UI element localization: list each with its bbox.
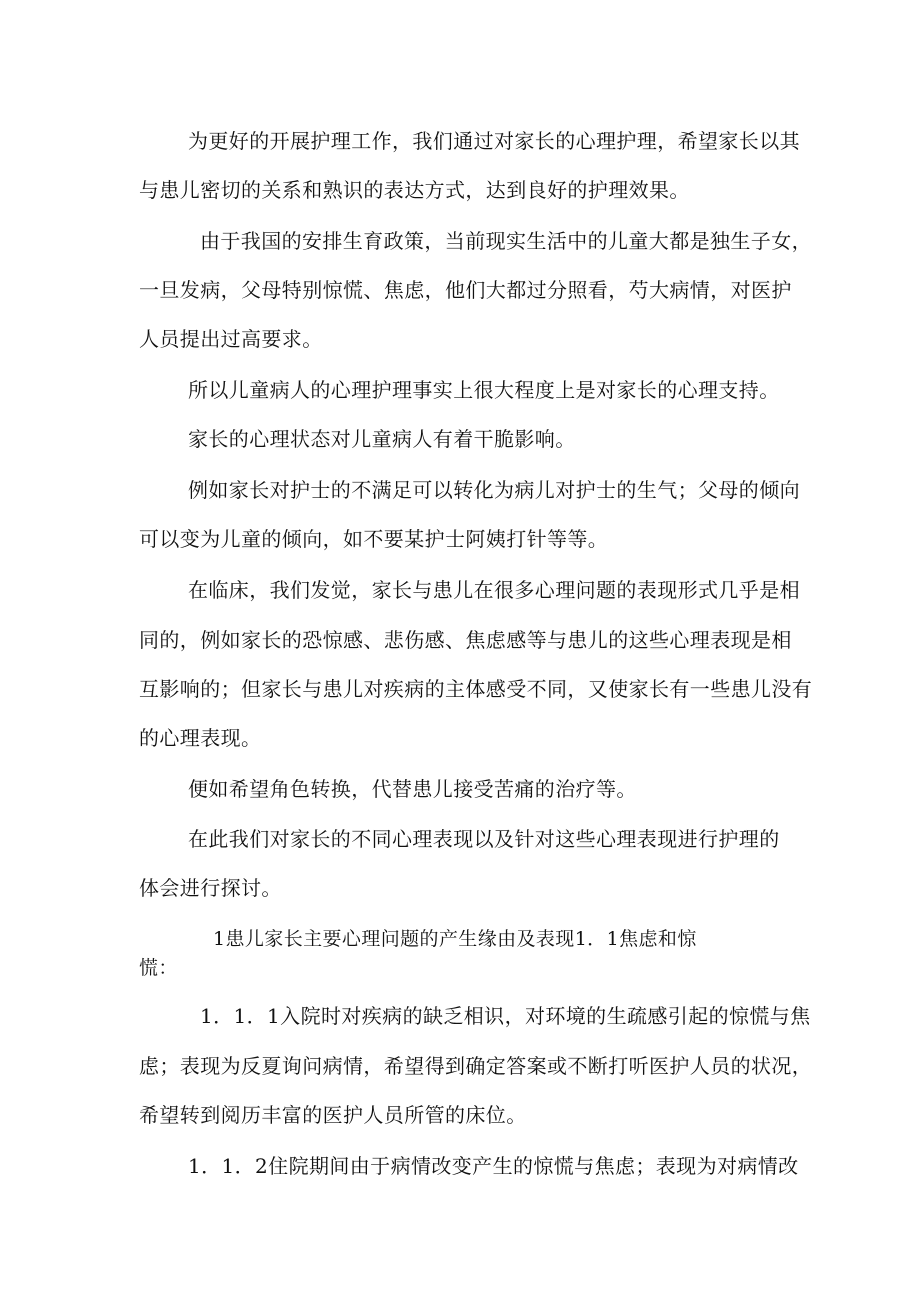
paragraph-6-line-4: 的心理表现。 [139,726,262,750]
subsection-1-1-1-line-2: 虑；表现为反夏询问病情，希望得到确定答案或不断打听医护人员的状况， [139,1054,813,1078]
paragraph-8-line-2: 体会进行探讨。 [139,876,282,900]
paragraph-2-line-3: 人员提出过高要求。 [139,327,323,351]
paragraph-2-line-1: 由于我国的安排生育政策，当前现实生活中的儿童大都是独生子女， [200,229,812,253]
paragraph-6-line-2: 同的，例如家长的恐惊感、悲伤感、焦虑感等与患儿的这些心理表现是相 [139,628,792,652]
paragraph-6-line-1: 在临床，我们发觉，家长与患儿在很多心理问题的表现形式几乎是相 [188,578,800,602]
paragraph-8-line-1: 在此我们对家长的不同心理表现以及针对这些心理表现进行护理的 [188,827,780,851]
section-heading-line-1: 1患儿家长主要心理问题的产生缘由及表现1．1焦虑和惊 [213,928,697,950]
paragraph-1-line-2: 与患儿密切的关系和熟识的表达方式，达到良好的护理效果。 [139,178,690,202]
paragraph-5-line-2: 可以变为儿童的倾向，如不要某护士阿姨打针等等。 [139,527,609,551]
paragraph-6-line-3: 互影响的；但家长与患儿对疾病的主体感受不同，又使家长有一些患儿没有 [139,677,813,701]
paragraph-2-line-2: 一旦发病，父母特别惊慌、焦虑，他们大都过分照看，芍大病情，对医护 [139,278,792,302]
subsection-1-1-1-line-3: 希望转到阅历丰富的医护人员所管的床位。 [139,1103,527,1127]
section-heading-line-2: 慌： [139,957,178,979]
paragraph-1-line-1: 为更好的开展护理工作，我们通过对家长的心理护理，希望家长以其 [188,129,800,153]
subsection-1-1-2-line-1: 1．1．2住院期间由于病情改变产生的惊慌与焦虑；表现为对病情改 [188,1154,799,1178]
paragraph-7-line-1: 便如希望角色转换，代替患儿接受苦痛的治疗等。 [188,777,637,801]
paragraph-5-line-1: 例如家长对护士的不满足可以转化为病儿对护士的生气；父母的倾向 [188,478,800,502]
subsection-1-1-1-line-1: 1．1．1入院时对疾病的缺乏相识，对环境的生疏感引起的惊慌与焦 [200,1004,811,1028]
paragraph-4-line-1: 家长的心理状态对儿童病人有着干脆影响。 [188,427,576,451]
paragraph-3-line-1: 所以儿童病人的心理护理事实上很大程度上是对家长的心理支持。 [188,378,780,402]
